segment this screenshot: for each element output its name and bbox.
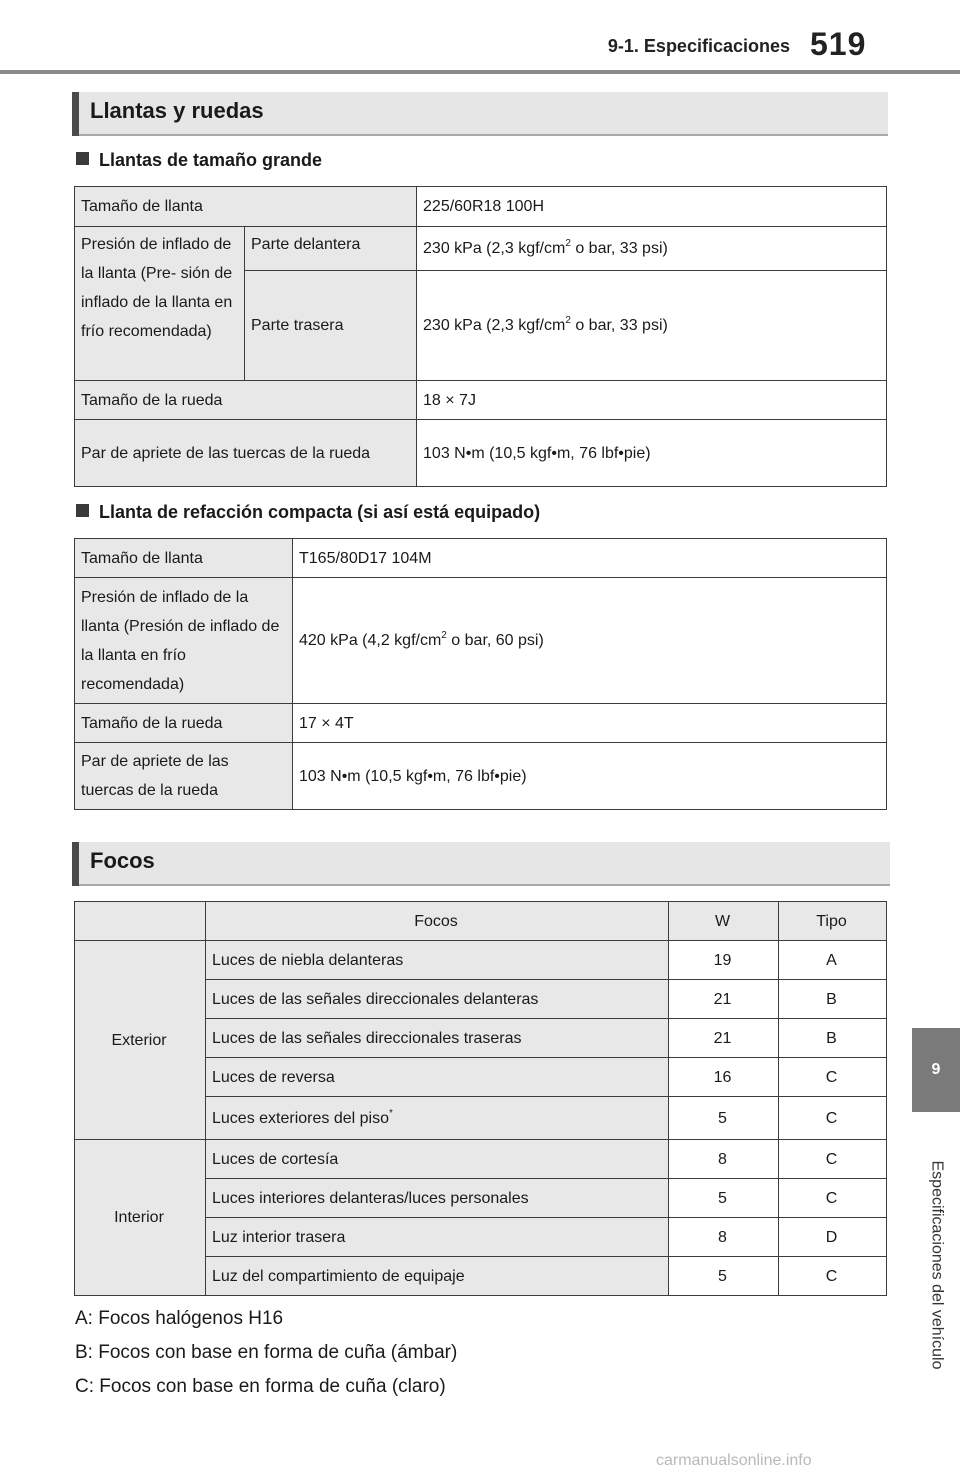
rear-label: Parte trasera (245, 271, 417, 381)
bulb-name: Luz interior trasera (206, 1218, 669, 1257)
bulb-tipo: D (779, 1218, 887, 1257)
pressure-value: 420 kPa (4,2 kgf/$cm^2$ o bar, 60 psi) (293, 578, 887, 704)
bulb-w: 5 (669, 1179, 779, 1218)
square-bullet-icon (76, 504, 89, 517)
torque-value: 103 N•m (10,5 kgf•m, 76 lbf•pie) (417, 420, 887, 487)
bulb-name: Luces de cortesía (206, 1140, 669, 1179)
subheading-compact-text: Llanta de refacción compacta (si así está equipado) (99, 502, 541, 522)
bulb-name: Luces de las señales direccionales traseras (206, 1019, 669, 1058)
table-row (75, 1140, 887, 1179)
section-title: 9-1. Especificaciones (607, 36, 790, 56)
bulb-w: 8 (669, 1218, 779, 1257)
table-row (75, 187, 887, 227)
tire-size-value: 225/60R18 100H (417, 187, 887, 227)
bulb-name: Luces de niebla delanteras (206, 941, 669, 980)
table-row (75, 539, 887, 578)
group-exterior: Exterior (75, 941, 206, 1140)
bulb-name: Luces de las señales direccionales delanteras (206, 980, 669, 1019)
torque-label: Par de apriete de las tuercas de la rueda (75, 743, 293, 810)
tire-size-value: T165/80D17 104M (293, 539, 887, 578)
bulb-w: 21 (669, 1019, 779, 1058)
section-header-llantas (72, 92, 888, 136)
bulb-tipo: C (779, 1058, 887, 1097)
pressure-label: Presión de inflado de la llanta (Presión de inflado de la llanta en frío recomendada) (75, 578, 293, 704)
wheel-size-value: 18 × 7J (417, 381, 887, 420)
bulb-tipo: B (779, 1019, 887, 1058)
front-value: 230 kPa (2,3 kgf/$cm^2$ o bar, 33 psi) (417, 227, 887, 271)
bulb-w: 21 (669, 980, 779, 1019)
bulb-tipo: C (779, 1097, 887, 1140)
section-header-text: Llantas y ruedas (90, 98, 264, 123)
bulb-w: 5 (669, 1097, 779, 1140)
table-row (75, 420, 887, 487)
subheading-compact (76, 502, 540, 523)
chapter-label-text: Especificaciones del vehículo (928, 1160, 946, 1370)
wheel-size-value: 17 × 4T (293, 704, 887, 743)
subheading-large (76, 150, 322, 171)
chapter-label (912, 1120, 960, 1410)
bulb-w: 8 (669, 1140, 779, 1179)
header-focos: Focos (206, 902, 669, 941)
tire-size-label: Tamaño de llanta (75, 187, 417, 227)
bulb-tipo: B (779, 980, 887, 1019)
bulb-w: 16 (669, 1058, 779, 1097)
bulb-name: Luces interiores delanteras/luces personales (206, 1179, 669, 1218)
bulbs-table (74, 901, 887, 1296)
table-header-row (75, 902, 887, 941)
table-row (75, 227, 887, 271)
front-label: Parte delantera (245, 227, 417, 271)
bulb-name: Luces exteriores del piso* (206, 1097, 669, 1140)
table-row (75, 704, 887, 743)
section-header-focos (72, 842, 890, 886)
footnote-mark: * (388, 1107, 393, 1119)
header-w: W (669, 902, 779, 941)
chapter-tab (912, 1028, 960, 1112)
pressure-label: Presión de inflado de la llanta (Pre- sión de inflado de la llanta en frío recomendada) (75, 227, 245, 381)
table-row (75, 578, 887, 704)
bulb-name: Luz del compartimiento de equipaje (206, 1257, 669, 1296)
bulb-tipo: C (779, 1140, 887, 1179)
bulb-w: 19 (669, 941, 779, 980)
header-tipo: Tipo (779, 902, 887, 941)
torque-label: Par de apriete de las tuercas de la rueda (75, 420, 417, 487)
section-bar (72, 842, 79, 886)
note-c: C: Focos con base en forma de cuña (claro) (75, 1376, 446, 1397)
table-row (75, 941, 887, 980)
subheading-large-text: Llantas de tamaño grande (99, 150, 323, 170)
header-rule (0, 70, 960, 74)
compact-tire-table (74, 538, 887, 810)
large-tire-table (74, 186, 887, 487)
chapter-number: 9 (931, 1061, 941, 1078)
bulb-w: 5 (669, 1257, 779, 1296)
rear-value: 230 kPa (2,3 kgf/$cm^2$ o bar, 33 psi) (417, 271, 887, 381)
section-header-text: Focos (90, 848, 155, 873)
bulb-tipo: A (779, 941, 887, 980)
page-number: 519 (810, 26, 867, 62)
table-row (75, 381, 887, 420)
wheel-size-label: Tamaño de la rueda (75, 381, 417, 420)
bulb-name: Luces de reversa (206, 1058, 669, 1097)
square-bullet-icon (76, 152, 89, 165)
wheel-size-label: Tamaño de la rueda (75, 704, 293, 743)
torque-value: 103 N•m (10,5 kgf•m, 76 lbf•pie) (293, 743, 887, 810)
bulb-type-notes (75, 1302, 457, 1404)
note-a: A: Focos halógenos H16 (75, 1308, 284, 1329)
tire-size-label: Tamaño de llanta (75, 539, 293, 578)
note-b: B: Focos con base en forma de cuña (ámbar) (75, 1342, 458, 1363)
section-bar (72, 92, 79, 136)
watermark: carmanualsonline.info (656, 1452, 812, 1469)
table-row (75, 743, 887, 810)
group-interior: Interior (75, 1140, 206, 1296)
bulb-tipo: C (779, 1179, 887, 1218)
header-empty (75, 902, 206, 941)
bulb-tipo: C (779, 1257, 887, 1296)
